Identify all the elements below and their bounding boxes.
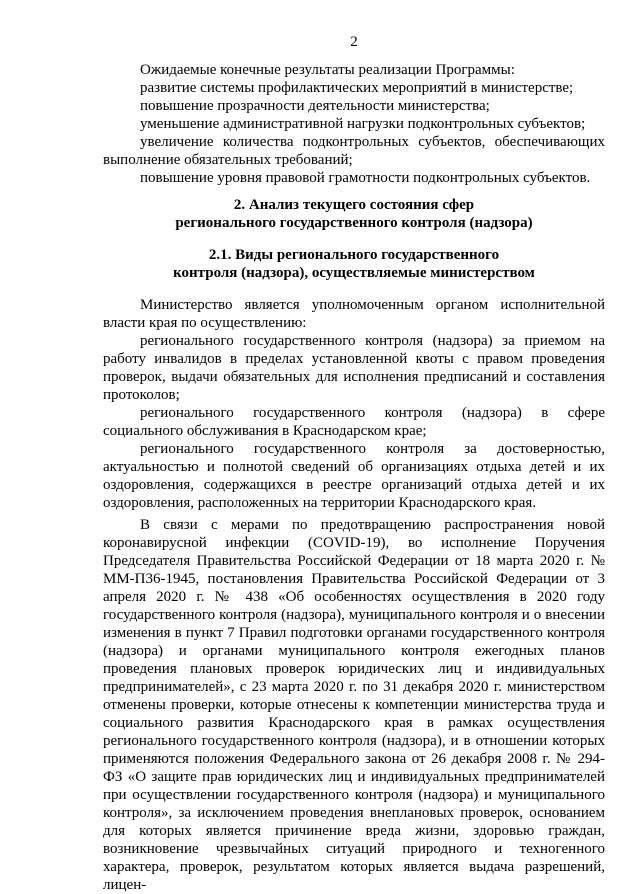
- section-2-1-heading: [103, 246, 605, 282]
- page-number: 2: [350, 34, 358, 50]
- results-item: уменьшение административной нагрузки подконтрольных субъектов;: [140, 116, 586, 132]
- body-paragraph: В связи с мерами по предотвращению распространения новой коронавирусной инфекции (COVID-19), во исполнение Поручения Председателя Правительства Российской Федерации от 18 марта 2020 г. № ММ-П36-1945, постановления Правительства Российской Федерации от 3 апреля 2020 г. № 438 «Об особенностях осуществления в 2020 году государственного контроля (надзора), муниципального контроля и о внесении изменения в пункт 7 Правил подготовки органами государственного контроля (надзора) и органами муниципального контроля ежегодных планов проведения плановых проверок юридических лиц и индивидуальных предпринимателей», с 23 марта 2020 г. по 31 декабря 2020 г. министерством отменены проверки, которые отнесены к компетенции министерства труда и социального развития Краснодарского края в рамках осуществления регионального государственного контроля (надзора), и в отношении которых применяются положения Федерального закона от 26 декабря 2008 г. № 294-ФЗ «О защите прав юридических лиц и индивидуальных предпринимателей при осуществлении государственного контроля (надзора) и муниципального контроля», за исключением проведения внеплановых проверок, основанием для которых является причинение вреда жизни, здоровью граждан, возникновение чрезвычайных ситуаций природного и техногенного характера, проверок, результатом которых является выдача разрешений, лицен-: [103, 517, 605, 893]
- section-2-1-body: [103, 296, 605, 894]
- results-intro: Ожидаемые конечные результаты реализации Программы:: [140, 62, 515, 78]
- section-2-heading: [103, 196, 605, 232]
- section-2-1-title-line-1: 2.1. Виды регионального государственного: [208, 247, 500, 263]
- section-2-1-title-line-2: контроля (надзора), осуществляемые министерством: [173, 265, 535, 281]
- body-paragraph: регионального государственного контроля (надзора) в сфере социального обслуживания в Краснодарском крае;: [103, 405, 605, 439]
- results-item: повышение прозрачности деятельности министерства;: [140, 98, 490, 114]
- results-item: увеличение количества подконтрольных субъектов, обеспечивающих выполнение обязательных требований;: [103, 134, 605, 168]
- section-2-title-line-1: 2. Анализ текущего состояния сфер: [233, 197, 475, 213]
- expected-results-block: [103, 61, 605, 187]
- body-paragraph: регионального государственного контроля за достоверностью, актуальностью и полнотой сведений об организациях отдыха детей и их оздоровления, содержащихся в реестре организаций отдыха детей и их оздоровления, расположенных на территории Краснодарского края.: [103, 441, 605, 511]
- section-2-title-line-2: регионального государственного контроля (надзора): [175, 215, 533, 231]
- body-paragraph: Министерство является уполномоченным органом исполнительной власти края по осуществлению:: [103, 297, 605, 331]
- results-item: развитие системы профилактических мероприятий в министерстве;: [140, 80, 574, 96]
- body-paragraph: регионального государственного контроля (надзора) за приемом на работу инвалидов в пределах установленной квоты с правом проведения проверок, выдачи обязательных для исполнения предписаний и составления протоколов;: [103, 333, 605, 403]
- results-item: повышение уровня правовой грамотности подконтрольных субъектов.: [140, 170, 591, 186]
